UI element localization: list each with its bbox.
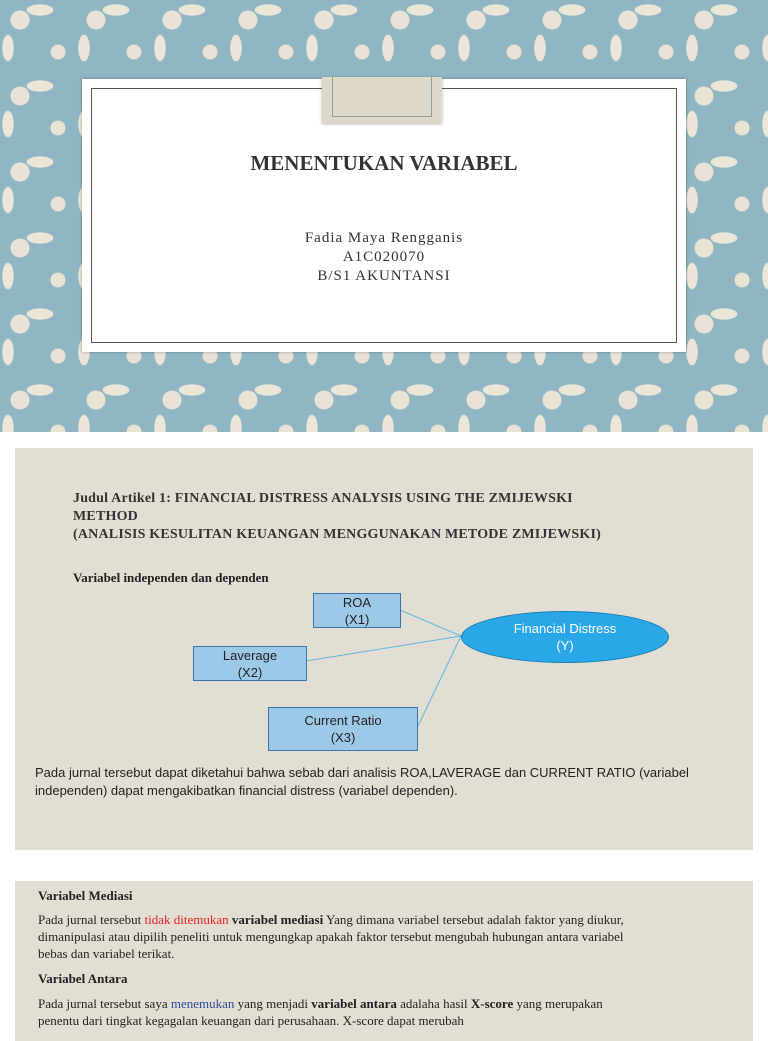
title-frame-border [91, 88, 677, 343]
title-slide [0, 0, 768, 432]
slide-title: MENENTUKAN VARIABEL [250, 151, 518, 175]
mediasi-heading: Variabel Mediasi [38, 888, 133, 903]
connector-current-ratio [418, 636, 461, 726]
student-id: A1C020070 [342, 249, 426, 265]
title-tab-decoration [322, 77, 442, 123]
connector-roa [400, 610, 461, 636]
current-ratio-code: (X3) [330, 730, 356, 745]
laverage-box [193, 646, 307, 681]
title-frame [82, 79, 686, 352]
current-ratio-box [268, 707, 418, 751]
article-title-line2: METHOD [73, 509, 138, 524]
article-title-line1: Judul Artikel 1: FINANCIAL DISTRESS ANALYSIS USING THE ZMIJEWSKI [73, 491, 573, 506]
roa-code: (X1) [344, 612, 370, 627]
connector-laverage [306, 636, 461, 661]
roa-box [313, 593, 401, 628]
laverage-label: Laverage [222, 648, 278, 663]
current-ratio-label: Current Ratio [304, 713, 382, 728]
financial-distress-code: (Y) [556, 638, 574, 653]
antara-paragraph: Pada jurnal tersebut saya menemukan yang menjadi variabel antara adalaha hasil X-score yang merupakan penentu dari tingkat kegagalan keuangan dari perusahaan. X-score dapat merubah [38, 996, 603, 1028]
study-program: B/S1 AKUNTANSI [317, 268, 451, 284]
financial-distress-ellipse [461, 611, 669, 663]
variables-label: Variabel independen dan dependen [73, 570, 269, 585]
article-title-translation: (ANALISIS KESULITAN KEUANGAN MENGGUNAKAN METODE ZMIJEWSKI) [73, 527, 601, 542]
laverage-code: (X2) [237, 665, 263, 680]
mediasi-paragraph: Pada jurnal tersebut tidak ditemukan variabel mediasi Yang dimana variabel tersebut adalah faktor yang diukur, dimanipulasi atau dipilih peneliti untuk mengungkap apakah faktor tersebut mengubah hubungan antara variabel bebas dan variabel terikat. [38, 912, 624, 961]
article-explanation: Pada jurnal tersebut dapat diketahui bahwa sebab dari analisis ROA,LAVERAGE dan CURRENT RATIO (variabel independen) dapat mengakibatkan financial distress (variabel dependen). [35, 765, 689, 798]
author-name: Fadia Maya Rengganis [304, 230, 464, 246]
roa-label: ROA [342, 595, 372, 610]
author-block [92, 229, 676, 286]
not-found-highlight: tidak ditemukan [144, 912, 229, 927]
found-highlight: menemukan [170, 996, 235, 1011]
variables-slide [15, 881, 753, 1041]
financial-distress-label: Financial Distress [513, 621, 617, 636]
article-slide [15, 448, 753, 850]
antara-heading: Variabel Antara [38, 971, 128, 986]
